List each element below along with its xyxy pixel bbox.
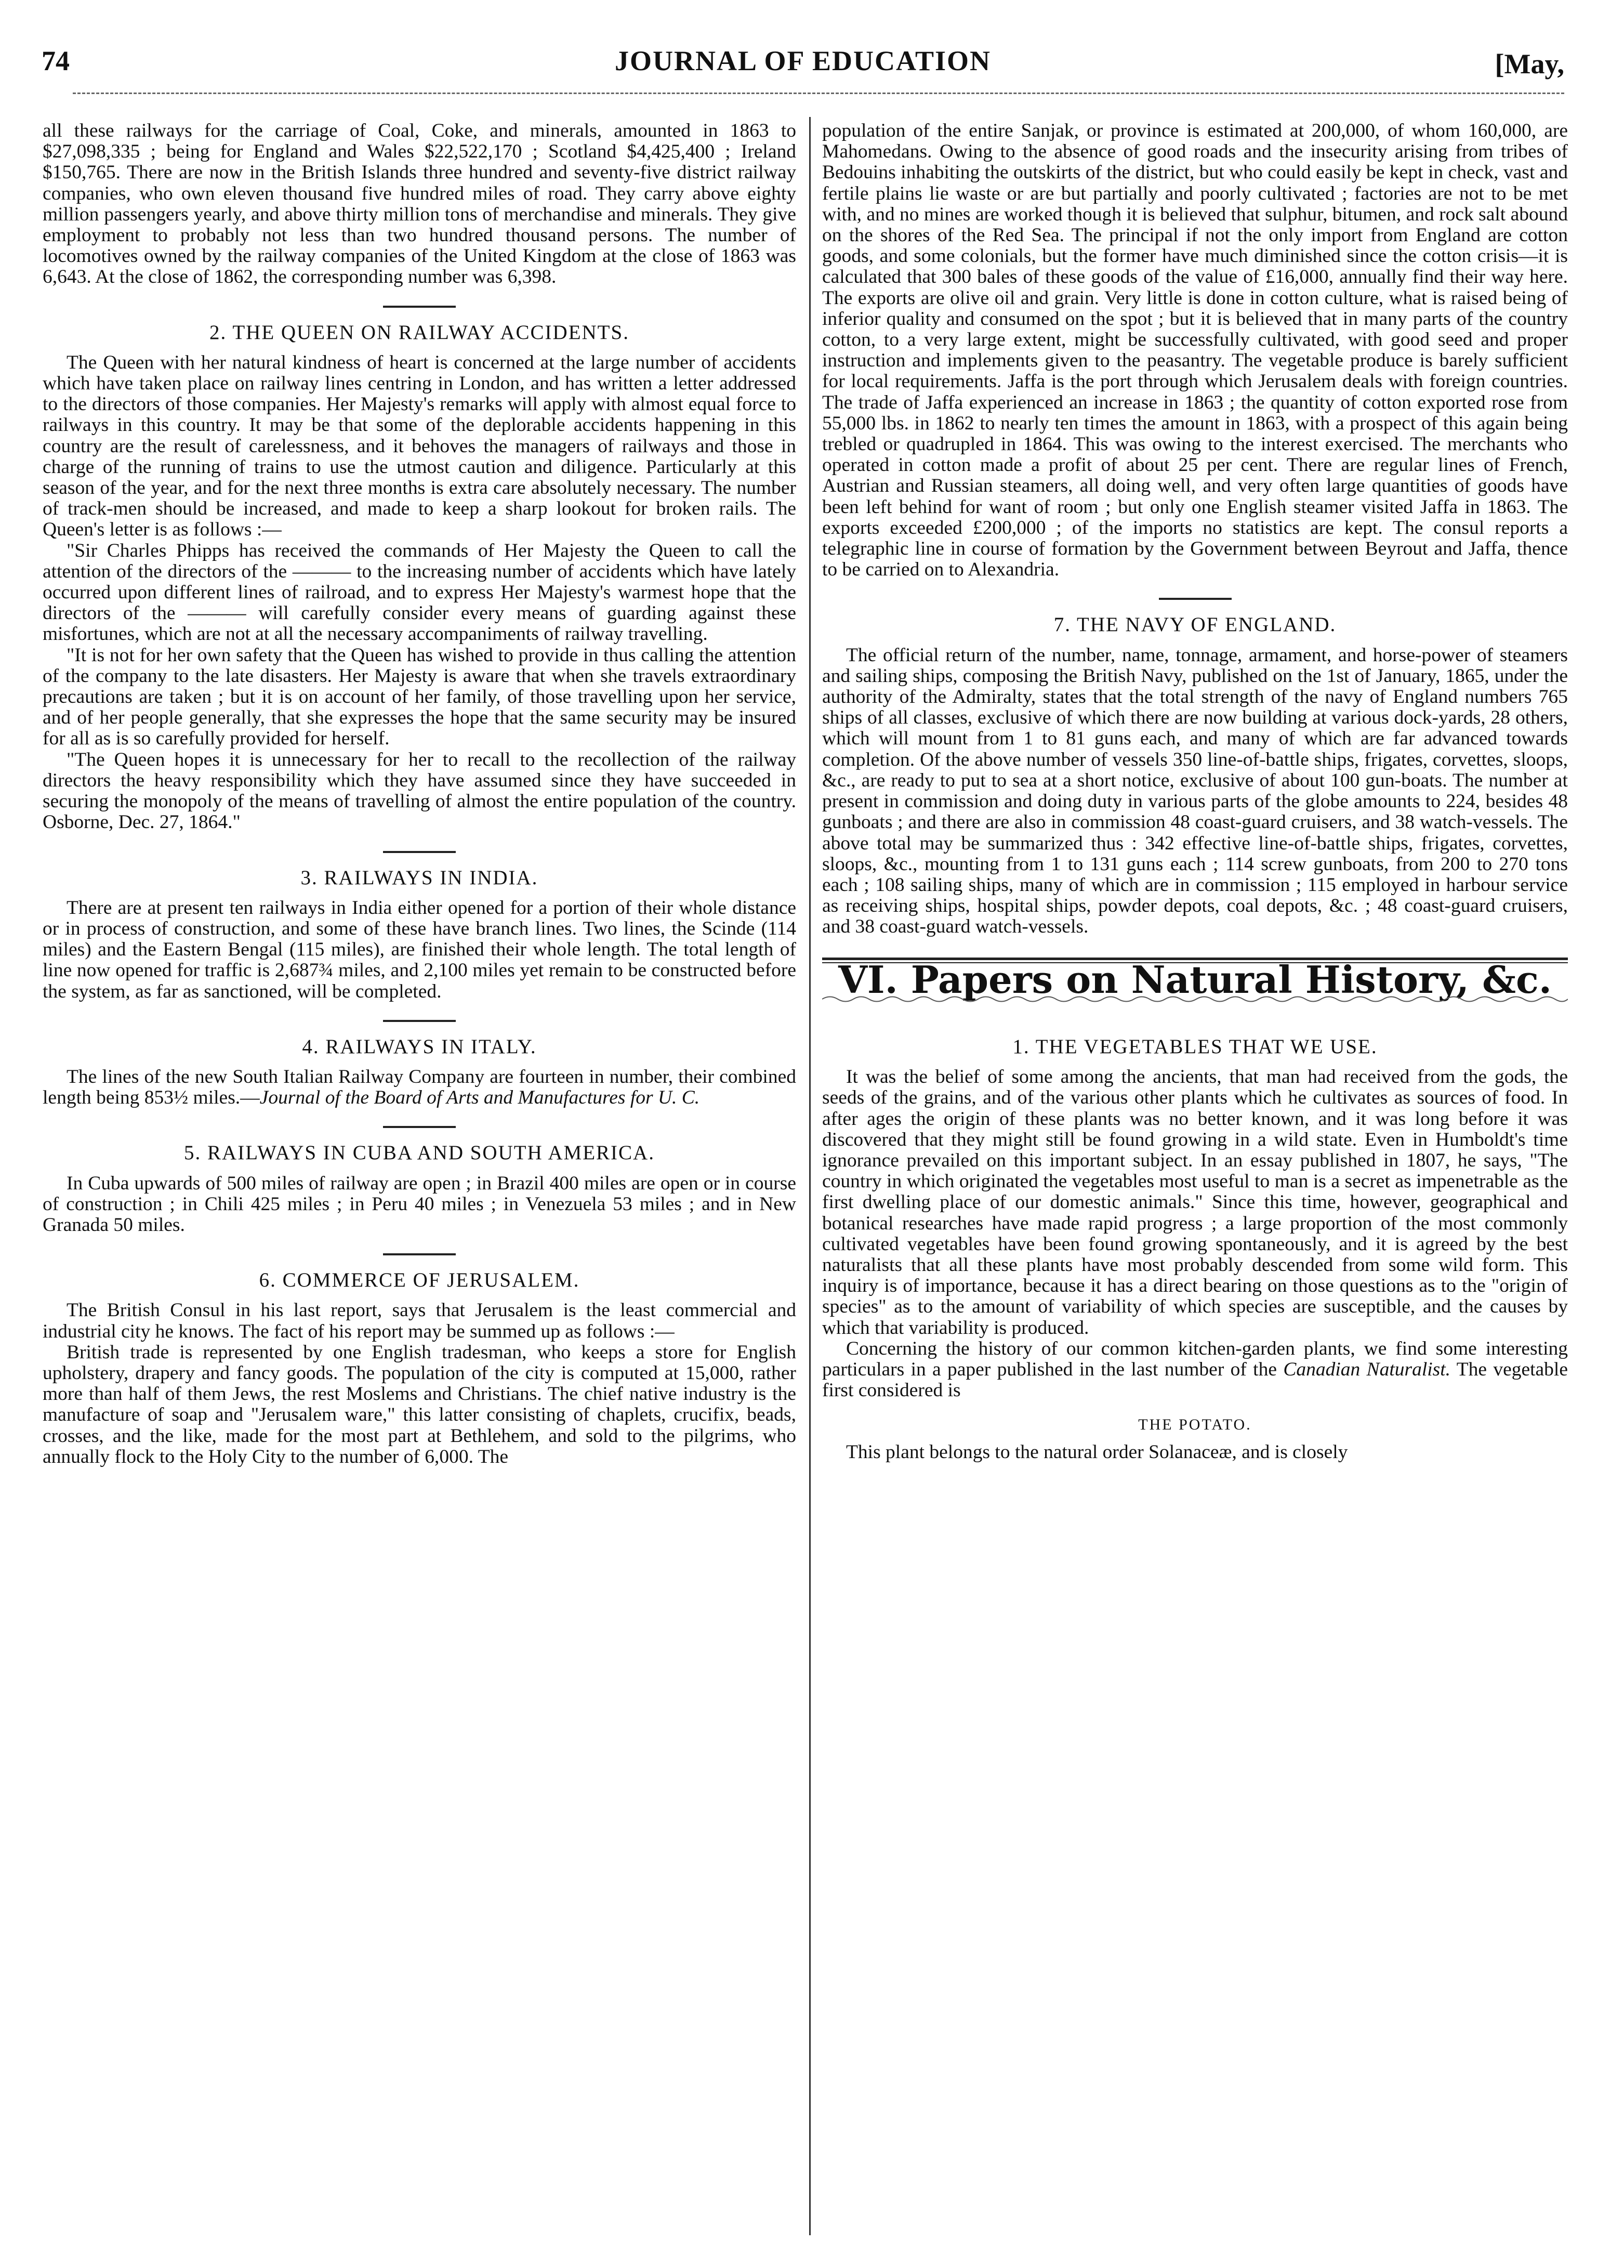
paragraph-jerusalem-2: British trade is represented by one English tradesman, who keeps a store for English upholstery, drapery and fancy goods. The population of the city is computed at 15,000, rather more than half of them Jews, the rest Moslems and Christians. The chief native industry is the manufacture of soap and "Jerusalem ware," this latter consisting of chaplets, crucifix, beads, crosses, and the like, made for the most part at Bethlehem, and sold to the pilgrims, who annually flock to the Holy City to the number of 6,000. The — [43, 1341, 796, 1467]
paragraph-queen-1: The Queen with her natural kindness of heart is concerned at the large number of accidents which have taken place on railway lines centring in London, and has written a letter addressed to the directors of those companies. Her Majesty's remarks will apply with almost equal force to railways in this country. It may be that some of the deplorable accidents happening in this country are the result of carelessness, and it behoves the managers of railways and those in charge of the running of trains to use the utmost caution and diligence. Particularly at this season of the year, and for the next three months is extra care absolutely necessary. The number of track-men should be increased, and made to keep a sharp lookout for broken rails. The Queen's letter is as follows :— — [43, 351, 796, 541]
section-title-navy-england: 7. THE NAVY OF ENGLAND. — [1053, 613, 1337, 636]
paragraph-railway-statistics: all these railways for the carriage of Coal, Coke, and minerals, amounted in 1863 to $27,098,335 ; being for England and Wales $22,522,170 ; Scotland $4,425,400 ; Ireland $150,765. There are now in the British Islands three hundred and seventy-five district railway companies, who own eleven thousand five hundred miles of road. They carry above eighty million passengers yearly, and above thirty million tons of merchandise and minerals. They give employment to probably not less than two hundred thousand persons. The number of locomotives owned by the railway companies of the United Kingdom at the close of 1863 was 6,643. At the close of 1862, the corresponding number was 6,398. — [43, 121, 796, 288]
section-separator — [1159, 598, 1232, 600]
paragraph-queen-letter-2: "It is not for her own safety that the Queen has wished to provide in thus calling the attention of the company to the late disasters. Her Majesty is aware that when she travels extraordinary precautions are taken ; but it is on account of her family, of those travelling upon her service, and of her people generally, that she expresses the hope that the same security may be insured for all as is so carefully provided for herself. — [43, 644, 796, 750]
vegetables-source: Canadian Naturalist. — [1283, 1358, 1451, 1380]
vegetables-text-end: The vegetable first considered is — [822, 1358, 1568, 1401]
column-divider — [809, 117, 811, 2235]
paragraph-navy: The official return of the number, name, tonnage, armament, and horse-power of steamers and sailing ships, composing the British Navy, published on the 1st of January, 1865, under the authority of the Admiralty, states that the total strength of the navy of England numbers 765 ships of all classes, exclusive of which there are now building at various dock-yards, 28 others, which will mount from 1 to 81 guns each, and many of which are far advanced towards completion. Of the above number of vessels 350 line-of-battle ships, frigates, corvettes, sloops, &c., are ready to put to sea at a short notice, exclusive of about 100 gun-boats. The number at present in commission and doing duty in various parts of the globe amounts to 224, besides 48 gunboats ; and there are also in commission 48 coast-guard cruisers, and 38 watch-vessels. The above total may be summarized thus : 342 effective line-of-battle ships, frigates, corvettes, sloops, &c., mounting from 1 to 131 guns each ; 114 screw gunboats, from 200 to 270 tons each ; 108 sailing ships, many of which are in commission ; 115 employed in harbour service as receiving ships, hospital ships, powder depots, coal depots, &c. ; 48 coast-guard cruisers, and 38 coast-guard watch-vessels. — [822, 644, 1568, 938]
paragraph-india: There are at present ten railways in India either opened for a portion of their whole distance or in process of construction, and some of these have branch lines. Two lines, the Scinde (114 miles) and the Eastern Bengal (115 miles), are finished their whole length. The total length of line now opened for traffic is 2,687¾ miles, and 2,100 miles yet remain to be constructed before the system, as far as sanctioned, will be completed. — [43, 897, 796, 1002]
paragraph-queen-letter-3: "The Queen hopes it is unnecessary for her to recall to the recollection of the railway directors the heavy responsibility which they have assumed since they have succeeded in securing the monopoly of the means of travelling of almost the entire population of the country. Osborne, Dec. 27, 1864." — [43, 749, 796, 833]
section-separator — [383, 306, 456, 308]
paragraph-potato: This plant belongs to the natural order Solanaceæ, and is closely — [846, 1441, 1348, 1463]
paragraph-vegetables-1: It was the belief of some among the ancients, that man had received from the gods, the seeds of the grains, and of the various other plants which he cultivates as sources of food. In after ages the origin of these plants was no better known, and it was long before it was discovered that they might still be found growing in a wild state. Even in Humboldt's time ignorance prevailed on this important subject. In an essay published in 1807, he says, "The country in which originated the vegetables most useful to man is a secret as impenetrable as the first dwelling place of our domestic animals." Since this time, however, geographical and botanical researches have made rapid progress ; a large proportion of the most commonly cultivated vegetables have been found growing spontaneously, and it is agreed by the best naturalists that all these plants have most probably descended from some wild form. This inquiry is of importance, because it has a direct bearing on those questions as to the "origin of species" as to the amount of variability of which species are susceptible, and the causes by which that variability is produced. — [822, 1066, 1568, 1339]
section-title-railways-cuba: 5. RAILWAYS IN CUBA AND SOUTH AMERICA. — [184, 1142, 655, 1164]
left-column — [43, 121, 796, 2221]
section-title-commerce-jerusalem: 6. COMMERCE OF JERUSALEM. — [259, 1269, 580, 1292]
section-separator — [383, 1253, 456, 1255]
section-separator — [383, 851, 456, 853]
page-number: 74 — [42, 45, 70, 76]
paragraph-vegetables-2 — [822, 1339, 1568, 1401]
paragraph-jerusalem-continued: population of the entire Sanjak, or province is estimated at 200,000, of whom 160,000, are Mahomedans. Owing to the absence of good roads and the insecurity arising from tribes of Bedouins inhabiting the outskirts of the district, but who could easily be kept in check, vast and fertile plains lie waste or are but partially and poorly cultivated ; factories are not to be met with, and no mines are worked though it is believed that sulphur, bitumen, and rock salt abound on the shores of the Red Sea. The principal if not the only import from England are cotton goods, and some colonials, but the former have much diminished since the cotton crisis—it is calculated that 300 bales of these goods of the value of £16,000, annually find their way here. The exports are olive oil and grain. Very little is done in cotton culture, what is raised being of inferior quality and consumed on the spot ; but it is believed that in many parts of the country cotton, to a very large extent, might be successfully cultivated, with good seed and proper instruction and implements given to the peasantry. The vegetable produce is barely sufficient for local requirements. Jaffa is the port through which Jerusalem deals with foreign countries. The trade of Jaffa experienced an increase in 1863 ; the quantity of cotton exported rose from 55,000 lbs. in 1862 to nearly ten times the amount in 1863, with a prospect of this again being trebled or quadrupled in 1864. This was owing to the interest exercised. The merchants who operated in cotton made a profit of about 25 per cent. There are regular lines of French, Austrian and Russian steamers, all doing well, and very often large quantities of goods have been left behind for want of room ; but only one English steamer visited Jaffa in 1863. The exports exceeded £200,000 ; of the imports no statistics are kept. The consul reports a telegraphic line in course of formation by the Government between Beyrout and Jaffa, thence to be carried on to Alexandria. — [822, 121, 1568, 581]
subsection-title-potato: THE POTATO. — [1138, 1416, 1252, 1434]
paragraph-cuba: In Cuba upwards of 500 miles of railway are open ; in Brazil 400 miles are open or in course of construction ; in Chili 425 miles ; in Peru 40 miles ; in Venezuela 53 miles ; and in New Granada 50 miles. — [43, 1172, 796, 1236]
italy-text: The lines of the new South Italian Railway Company are fourteen in number, their combined length being 853½ miles.— — [43, 1066, 796, 1109]
section-title-queen-railway-accidents: 2. THE QUEEN ON RAILWAY ACCIDENTS. — [209, 321, 629, 344]
italy-source: Journal of the Board of Arts and Manufactures for U. C. — [259, 1087, 700, 1109]
section-title-railways-india: 3. RAILWAYS IN INDIA. — [300, 866, 538, 889]
section-banner-natural-history: VI. Papers on Natural History, &c. — [838, 957, 1552, 1002]
paragraph-italy — [43, 1067, 796, 1108]
running-title: JOURNAL OF EDUCATION — [614, 45, 992, 76]
vegetables-text: Concerning the history of our common kitchen-garden plants, we find some interesting particulars in a paper published in the last number of the — [822, 1338, 1568, 1380]
right-column — [822, 121, 1568, 2221]
wavy-rule — [822, 993, 1568, 1005]
paragraph-queen-letter-1: "Sir Charles Phipps has received the commands of Her Majesty the Queen to call the attention of the directors of the ——— to the increasing number of accidents which have lately occurred upon different lines of railroad, and to express Her Majesty's warmest hope that the directors of the ——— will carefully consider every means of guarding against these misfortunes, which are not at all the necessary accompaniments of railway travelling. — [43, 540, 796, 645]
paragraph-jerusalem-1: The British Consul in his last report, says that Jerusalem is the least commercial and industrial city he knows. The fact of his report may be summed up as follows :— — [43, 1300, 796, 1342]
section-title-railways-italy: 4. RAILWAYS IN ITALY. — [302, 1035, 537, 1058]
section-title-vegetables: 1. THE VEGETABLES THAT WE USE. — [1012, 1035, 1378, 1058]
section-separator — [383, 1020, 456, 1022]
running-month: [May, — [1495, 48, 1564, 80]
section-separator — [383, 1126, 456, 1128]
header-rule — [73, 93, 1564, 94]
